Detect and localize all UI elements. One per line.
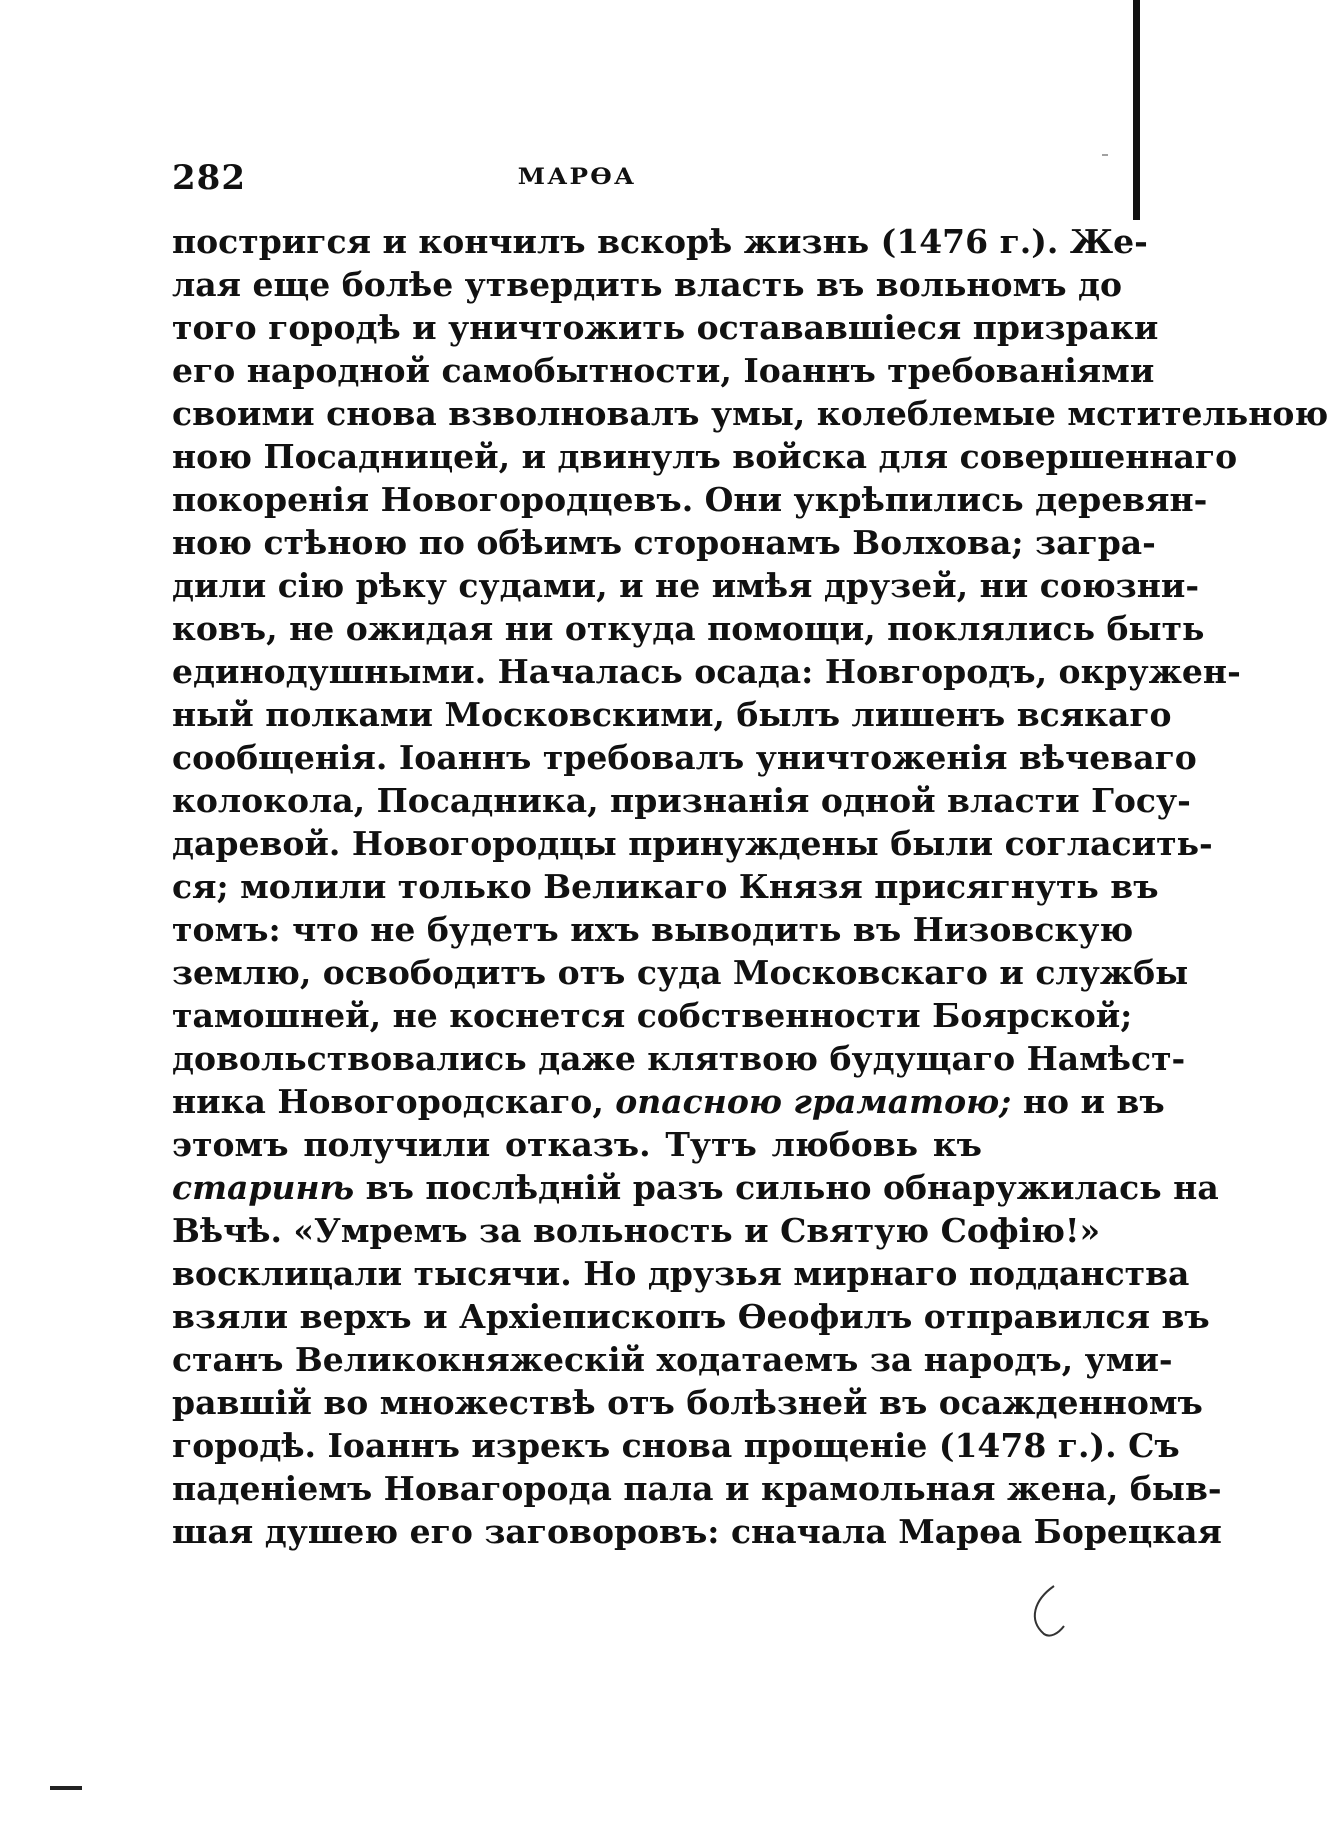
scan-edge-mark xyxy=(1133,0,1140,220)
text-line: колокола, Посадника, признанія одной власти Госу- xyxy=(172,781,1191,820)
text-line: тамошней, не коснется собственности Боярской; xyxy=(172,996,1133,1035)
text-line: равшій во множествѣ отъ болѣзней въ осажденномъ xyxy=(172,1383,1203,1422)
text-line: его народной самобытности, Іоаннъ требованіями xyxy=(172,351,1155,390)
text-line: постригся и кончилъ вскорѣ жизнь (1476 г.). Же- xyxy=(172,222,1148,261)
page-header xyxy=(172,154,982,210)
text-line: шая душею его заговоровъ: сначала Марѳа Борецкая xyxy=(172,1512,1222,1551)
text-line: даревой. Новогородцы принуждены были согласить- xyxy=(172,824,1213,863)
text-line: ною стѣною по обѣимъ сторонамъ Волхова; загра- xyxy=(172,523,1156,562)
running-head: МАРѲА xyxy=(517,164,637,190)
text-line: взяли верхъ и Архіепископъ Ѳеофилъ отправился въ xyxy=(172,1297,1210,1336)
text-line: покоренія Новогородцевъ. Они укрѣпились деревян- xyxy=(172,480,1208,519)
text-line: своими снова взволновалъ умы, колеблемые мстительною xyxy=(172,394,1328,433)
text-run: въ послѣдній разъ сильно обнаружилась на xyxy=(354,1168,1219,1207)
body-text xyxy=(172,220,1328,1553)
text-line: сообщенія. Іоаннъ требовалъ уничтоженія вѣчеваго xyxy=(172,738,1197,777)
text-line: ся; молили только Великаго Князя присягнуть въ xyxy=(172,867,1159,906)
text-line: лая еще болѣе утвердить власть въ вольномъ до xyxy=(172,265,1123,304)
text-line: ный полками Московскими, былъ лишенъ всякаго xyxy=(172,695,1172,734)
scan-speck xyxy=(1102,154,1108,156)
text-run: ника Новогородскаго, xyxy=(172,1082,616,1121)
text-run: но и въ xyxy=(1011,1082,1165,1121)
text-line-with-italic xyxy=(172,1166,1219,1209)
text-line: томъ: что не будетъ ихъ выводить въ Низовскую xyxy=(172,910,1134,949)
text-line: землю, освободитъ отъ суда Московскаго и службы xyxy=(172,953,1189,992)
text-line: этомъ получили отказъ. Тутъ любовь къ xyxy=(172,1125,982,1164)
italic-run: опасною граматою; xyxy=(615,1082,1012,1121)
text-line: городѣ. Іоаннъ изрекъ снова прощеніе (1478 г.). Съ xyxy=(172,1426,1180,1465)
italic-run: старинѣ xyxy=(172,1168,355,1207)
text-line-with-italic xyxy=(172,1080,1165,1123)
scan-pencil-mark xyxy=(1022,1582,1068,1642)
scan-dash-mark xyxy=(50,1786,82,1790)
text-line: дили сію рѣку судами, и не имѣя друзей, ни союзни- xyxy=(172,566,1200,605)
text-line: ною Посадницей, и двинулъ войска для совершеннаго xyxy=(172,437,1238,476)
text-line: того городѣ и уничтожить остававшіеся призраки xyxy=(172,308,1159,347)
text-line: паденіемъ Новагорода пала и крамольная жена, быв- xyxy=(172,1469,1222,1508)
text-line: ковъ, не ожидая ни откуда помощи, поклялись быть xyxy=(172,609,1205,648)
text-line: единодушными. Началась осада: Новгородъ, окружен- xyxy=(172,652,1241,691)
text-line: восклицали тысячи. Но друзья мирнаго подданства xyxy=(172,1254,1190,1293)
text-line: Вѣчѣ. «Умремъ за вольность и Святую Софію!» xyxy=(172,1211,1101,1250)
text-line: станъ Великокняжескій ходатаемъ за народъ, уми- xyxy=(172,1340,1173,1379)
text-line: довольствовались даже клятвою будущаго Намѣст- xyxy=(172,1039,1186,1078)
page-number: 282 xyxy=(172,158,246,198)
